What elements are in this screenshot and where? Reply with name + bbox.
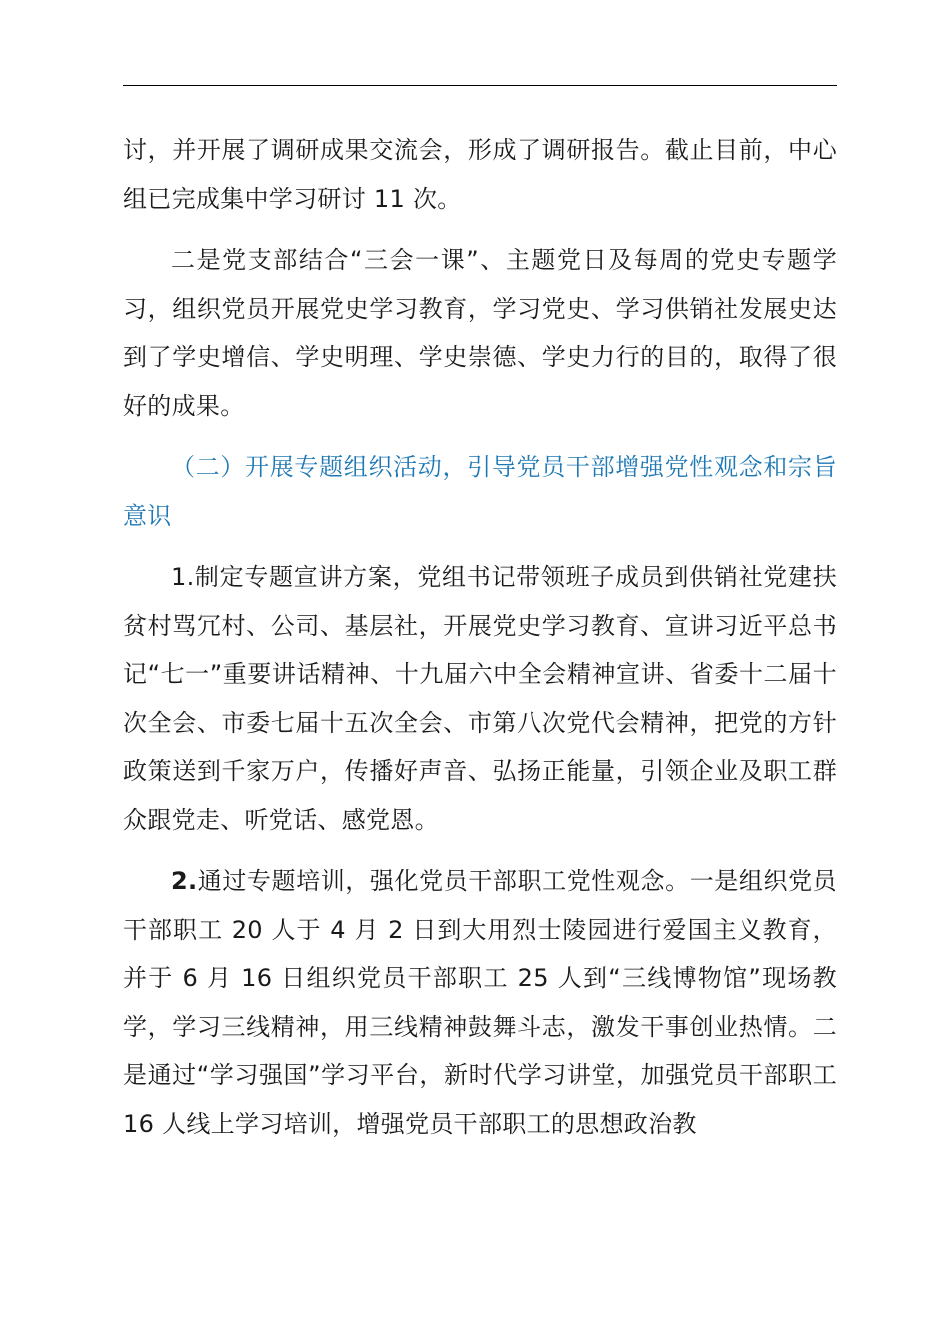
paragraph-continuation: 讨，并开展了调研成果交流会，形成了调研报告。截止目前，中心组已完成集中学习研讨 11 次。 bbox=[123, 136, 837, 213]
paragraph-party-branch-study: 二是党支部结合“三会一课”、主题党日及每周的党史专题学习，组织党员开展党史学习教育，学习党史、学习供销社发展史达到了学史增信、学史明理、学史崇德、学史力行的目的，取得了很好的成果。 bbox=[123, 246, 837, 420]
paragraph-item-1: 1.制定专题宣讲方案，党组书记带领班子成员到供销社党建扶贫村骂冗村、公司、基层社，开展党史学习教育、宣讲习近平总书记“七一”重要讲话精神、十九届六中全会精神宣讲、省委十二届十次全会、市委七届十五次全会、市第八次党代会精神，把党的方针政策送到千家万户，传播好声音、弘扬正能量，引领企业及职工群众跟党走、听党话、感党恩。 bbox=[123, 563, 837, 834]
document-body bbox=[123, 126, 837, 1148]
item-2-text: 通过专题培训，强化党员干部职工党性观念。一是组织党员干部职工 20 人于 4 月 2 日到大用烈士陵园进行爱国主义教育，并于 6 月 16 日组织党员干部职工 25 人到“三线博物馆”现场教学，学习三线精神，用三线精神鼓舞斗志，激发干事创业热情。二是通过“学习强国”学习平台，新时代学习讲堂，加强党员干部职工 16 人线上学习培训，增强党员干部职工的思想政治教 bbox=[123, 867, 837, 1138]
paragraph-item-2 bbox=[123, 857, 837, 1148]
item-number: 2. bbox=[171, 867, 198, 895]
section-heading: （二）开展专题组织活动，引导党员干部增强党性观念和宗旨意识 bbox=[123, 453, 837, 530]
header-rule bbox=[123, 85, 837, 86]
